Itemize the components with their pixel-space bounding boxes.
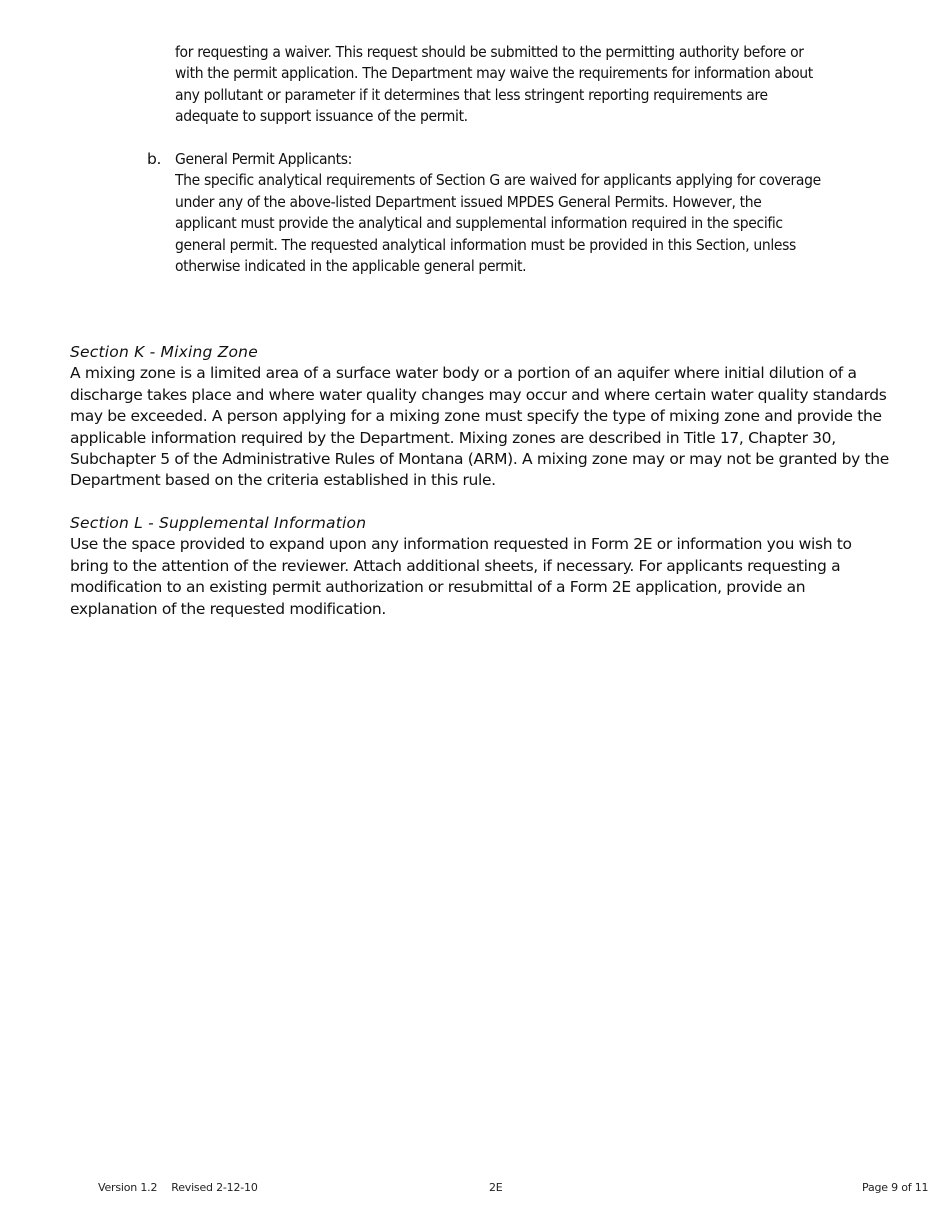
- footer-revised-label: Revised 2-12-10: [171, 1181, 258, 1194]
- footer-page-number: Page 9 of 11: [862, 1181, 929, 1194]
- section-k-mixing-zone: [70, 342, 890, 492]
- footer-version: [98, 1181, 258, 1194]
- section-k-text: A mixing zone is a limited area of a surface water body or a portion of an aquifer where initial dilution of a discharge takes place and where water quality changes may occur and where certain water quality standards may be exceeded. A person applying for a mixing zone must specify the type of mixing zone and provide the applicable information required by the Department. Mixing zones are described in Title 17, Chapter 30, Subchapter 5 of the Administrative Rules of Montana (ARM). A mixing zone may or may not be granted by the Department based on the criteria established in this rule.: [70, 364, 889, 490]
- general-permit-applicants-heading: General Permit Applicants:: [175, 150, 353, 168]
- waiver-continuation-paragraph: [175, 42, 825, 128]
- footer-version-label: Version 1.2: [98, 1181, 158, 1194]
- waiver-continuation-text: for requesting a waiver. This request should be submitted to the permitting authority before or with the permit application. The Department may waive the requirements for information about any pollutant or parameter if it determines that less stringent reporting requirements are adequate to support issuance of the permit.: [175, 43, 813, 126]
- list-item-marker-b: b.: [147, 150, 162, 168]
- section-l-text: Use the space provided to expand upon any information requested in Form 2E or information you wish to bring to the attention of the reviewer. Attach additional sheets, if necessary. For applicants requesting a modification to an existing permit authorization or resubmittal of a Form 2E application, provide an explanation of the requested modification.: [70, 535, 852, 618]
- section-l-title: Section L - Supplemental Information: [70, 514, 367, 532]
- section-k-title: Section K - Mixing Zone: [70, 343, 258, 361]
- footer-form-label: 2E: [489, 1181, 503, 1194]
- section-l-supplemental-information: [70, 513, 890, 620]
- general-permit-applicants-text: The specific analytical requirements of Section G are waived for applicants applying for coverage under any of the above-listed Department issued MPDES General Permits. However, the applicant must provide the analytical and supplemental information required in the specific general permit. The requested analytical information must be provided in this Section, unless otherwise indicated in the applicable general permit.: [175, 171, 821, 276]
- general-permit-applicants-item: [175, 149, 825, 277]
